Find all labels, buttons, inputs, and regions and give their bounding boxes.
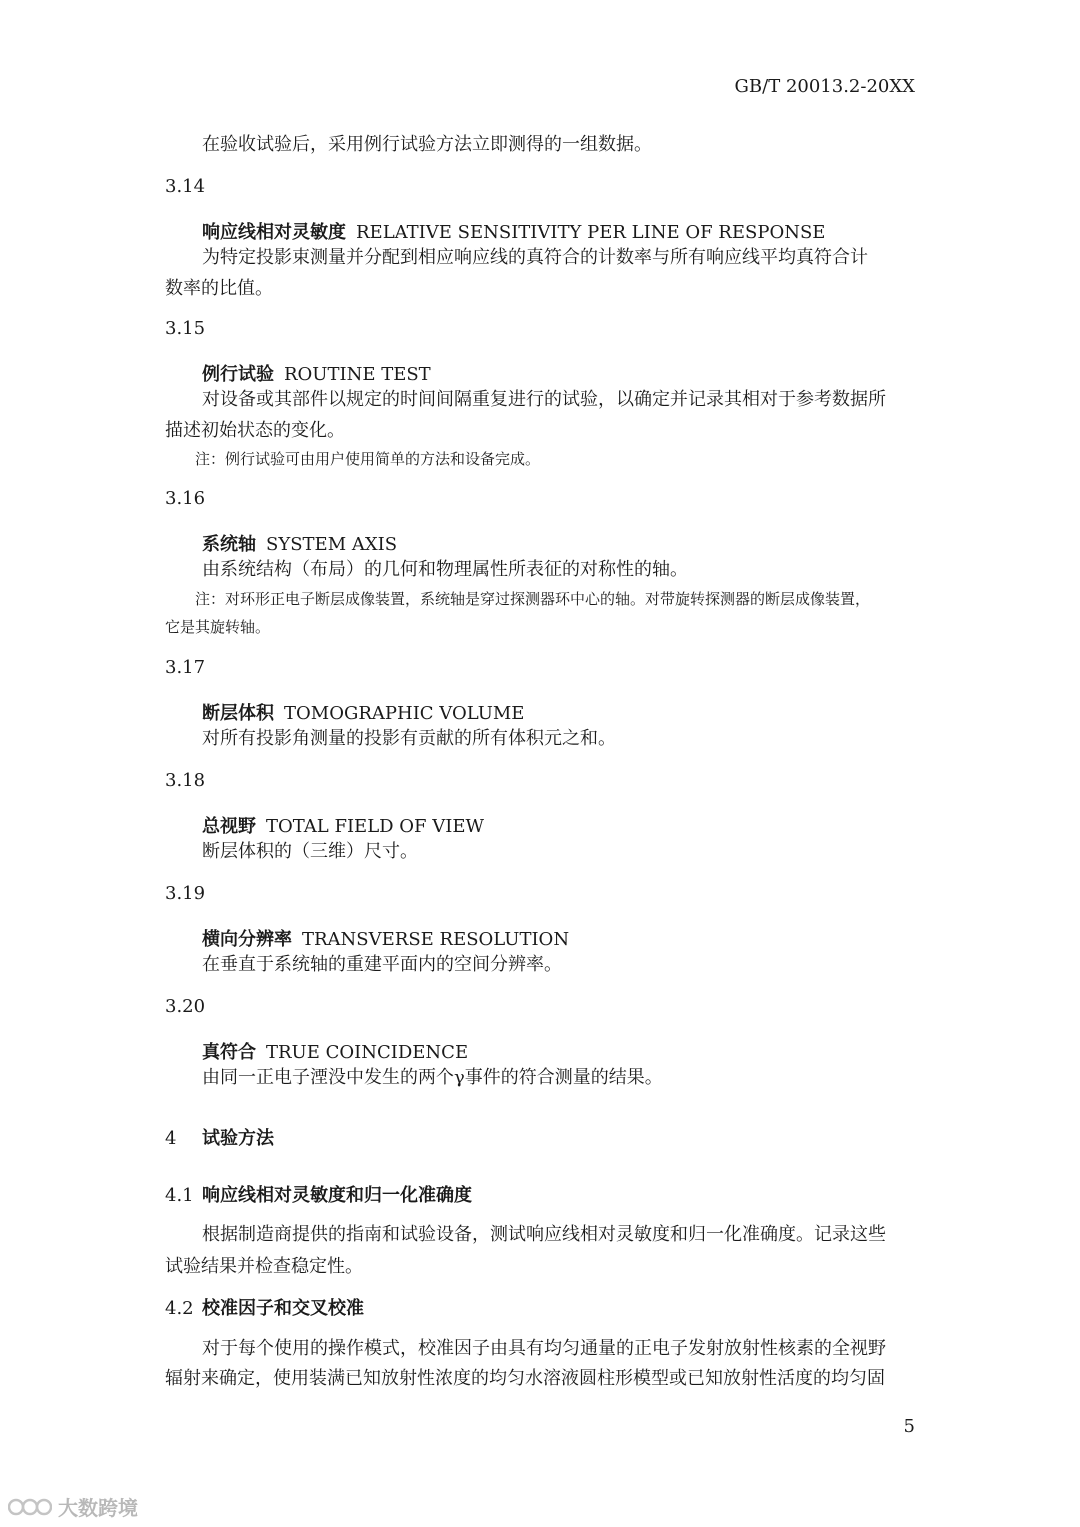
term-en: RELATIVE SENSITIVITY PER LINE OF RESPONSE <box>356 222 826 243</box>
term-cn: 总视野 <box>202 816 256 837</box>
watermark <box>8 1492 138 1521</box>
clause-number-3-20: 3.20 <box>165 996 206 1017</box>
term-3-19 <box>202 925 569 951</box>
note-3-16-line2: 它是其旋转轴。 <box>165 618 271 636</box>
term-cn: 断层体积 <box>202 703 274 724</box>
term-en: TRANSVERSE RESOLUTION <box>302 929 570 950</box>
term-cn: 例行试验 <box>202 364 274 385</box>
term-3-16 <box>202 530 397 556</box>
clause-number-3-18: 3.18 <box>165 770 206 791</box>
watermark-text: 大数跨境 <box>58 1496 138 1520</box>
section-number: 4 <box>165 1128 177 1149</box>
text-4-1-line1: 根据制造商提供的指南和试验设备，测试响应线相对灵敏度和归一化准确度。记录这些 <box>202 1224 886 1245</box>
text-4-2-line2: 辐射来确定，使用装满已知放射性浓度的均匀水溶液圆柱形模型或已知放射性活度的均匀固 <box>165 1368 885 1389</box>
term-3-18 <box>202 812 484 838</box>
clause-number-3-19: 3.19 <box>165 883 206 904</box>
definition-3-20-line1: 由同一正电子湮没中发生的两个γ事件的符合测量的结果。 <box>202 1067 663 1088</box>
term-3-17 <box>202 699 524 725</box>
term-3-15 <box>202 360 431 386</box>
subsection-title: 校准因子和交叉校准 <box>202 1298 364 1319</box>
text-4-1-line2: 试验结果并检查稳定性。 <box>165 1256 363 1277</box>
term-cn: 横向分辨率 <box>202 929 292 950</box>
definition-3-19-line1: 在垂直于系统轴的重建平面内的空间分辨率。 <box>202 954 562 975</box>
note-3-16-line1: 注：对环形正电子断层成像装置，系统轴是穿过探测器环中心的轴。对带旋转探测器的断层成像装置， <box>195 590 871 608</box>
clause-number-3-17: 3.17 <box>165 657 206 678</box>
term-en: TOTAL FIELD OF VIEW <box>266 816 485 837</box>
definition-3-17-line1: 对所有投影角测量的投影有贡献的所有体积元之和。 <box>202 728 616 749</box>
section-title: 试验方法 <box>202 1128 274 1149</box>
clause-number-3-15: 3.15 <box>165 318 206 339</box>
section-heading-4-2 <box>165 1294 364 1320</box>
intro-line: 在验收试验后，采用例行试验方法立即测得的一组数据。 <box>202 134 652 155</box>
term-cn: 系统轴 <box>202 534 256 555</box>
clause-number-3-16: 3.16 <box>165 488 206 509</box>
subsection-title: 响应线相对灵敏度和归一化准确度 <box>202 1185 472 1206</box>
watermark-logo-icon <box>8 1494 52 1520</box>
subsection-number: 4.1 <box>165 1185 194 1206</box>
term-en: ROUTINE TEST <box>284 364 431 385</box>
term-3-20 <box>202 1038 468 1064</box>
section-heading-4-1 <box>165 1181 472 1207</box>
definition-3-16-line1: 由系统结构（布局）的几何和物理属性所表征的对称性的轴。 <box>202 559 688 580</box>
definition-3-14-line2: 数率的比值。 <box>165 278 273 299</box>
term-3-14 <box>202 218 825 244</box>
note-3-15: 注：例行试验可由用户使用简单的方法和设备完成。 <box>195 450 541 468</box>
term-cn: 真符合 <box>202 1042 256 1063</box>
clause-number-3-14: 3.14 <box>165 176 206 197</box>
term-en: TOMOGRAPHIC VOLUME <box>284 703 525 724</box>
subsection-number: 4.2 <box>165 1298 194 1319</box>
standard-number: GB/T 20013.2-20XX <box>734 76 915 97</box>
definition-3-14-line1: 为特定投影束测量并分配到相应响应线的真符合的计数率与所有响应线平均真符合计 <box>202 247 868 268</box>
section-heading-4 <box>165 1124 274 1150</box>
definition-3-15-line1: 对设备或其部件以规定的时间间隔重复进行的试验，以确定并记录其相对于参考数据所 <box>202 389 886 410</box>
text-4-2-line1: 对于每个使用的操作模式，校准因子由具有均匀通量的正电子发射放射性核素的全视野 <box>202 1338 886 1359</box>
page-number: 5 <box>903 1416 915 1437</box>
definition-3-18-line1: 断层体积的（三维）尺寸。 <box>202 841 418 862</box>
term-en: TRUE COINCIDENCE <box>266 1042 469 1063</box>
definition-3-15-line2: 描述初始状态的变化。 <box>165 420 345 441</box>
term-en: SYSTEM AXIS <box>266 534 398 555</box>
term-cn: 响应线相对灵敏度 <box>202 222 346 243</box>
